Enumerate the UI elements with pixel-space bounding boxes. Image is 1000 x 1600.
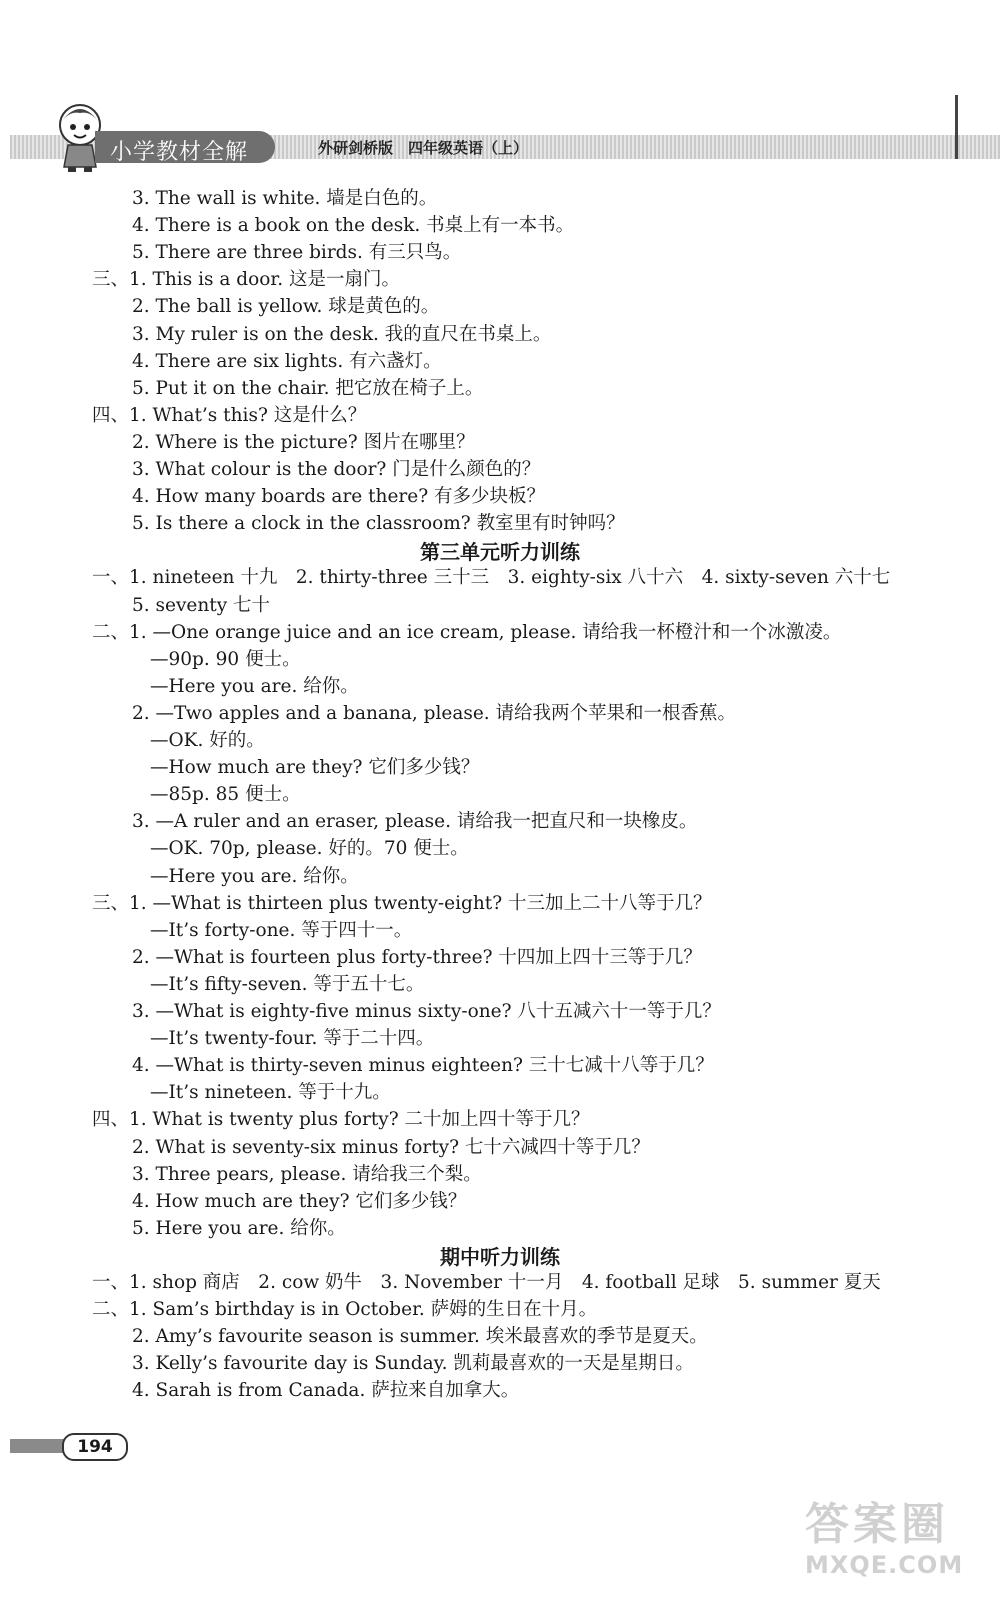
answer-line: 2. —Two apples and a banana, please. 请给我两个苹果和一根香蕉。 xyxy=(132,702,737,724)
answer-line: —It’s forty-one. 等于四十一。 xyxy=(150,919,413,941)
answer-line: —Here you are. 给你。 xyxy=(150,865,359,887)
series-title: 小学教材全解 xyxy=(110,140,249,165)
watermark-logo-text: 答案圈 xyxy=(805,1499,949,1550)
answer-line: 3. —What is eighty-five minus sixty-one? 八十五减六十一等于几？ xyxy=(132,1001,721,1022)
answer-line: 3. My ruler is on the desk. 我的直尺在书桌上。 xyxy=(132,323,552,345)
answer-line: 4. How much are they? 它们多少钱？ xyxy=(132,1190,467,1212)
answer-line: 4. How many boards are there? 有多少块板？ xyxy=(132,486,545,508)
answer-line: 3. —A ruler and an eraser, please. 请给我一把直尺和一块橡皮。 xyxy=(132,811,698,833)
answer-line: 4. There are six lights. 有六盏灯。 xyxy=(132,350,442,372)
answer-line: —Here you are. 给你。 xyxy=(150,675,359,697)
answer-line: 3. Kelly’s favourite day is Sunday. 凯莉最喜欢的一天是星期日。 xyxy=(132,1353,694,1375)
page-number-bar xyxy=(10,1439,70,1453)
answer-line: —It’s nineteen. 等于十九。 xyxy=(150,1082,391,1104)
answer-line: —90p. 90 便士。 xyxy=(150,648,301,670)
answer-line: 4. There is a book on the desk. 书桌上有一本书。 xyxy=(132,215,575,237)
answer-line: —It’s fifty-seven. 等于五十七。 xyxy=(150,973,425,995)
watermark xyxy=(805,1500,995,1595)
answer-line: 3. The wall is white. 墙是白色的。 xyxy=(132,188,438,209)
answer-line: 4. Sarah is from Canada. 萨拉来自加拿大。 xyxy=(132,1380,520,1402)
answer-line: 四、1. What’s this? 这是什么？ xyxy=(92,404,367,426)
answer-line: 2. Where is the picture? 图片在哪里？ xyxy=(132,431,475,453)
watermark-url: MXQE.COM xyxy=(805,1551,964,1579)
answer-line: —It’s twenty-four. 等于二十四。 xyxy=(150,1028,435,1050)
page-header xyxy=(0,95,1000,175)
answer-line: 2. What is seventy-six minus forty? 七十六减四十等于几？ xyxy=(132,1136,650,1158)
edition-label: 外研剑桥版 四年级英语（上） xyxy=(318,139,529,157)
answer-line: 一、1. nineteen 十九 2. thirty-three 三十三 3. eighty-six 八十六 4. sixty-seven 六十七 xyxy=(92,567,891,589)
page-number-badge xyxy=(10,1433,130,1457)
answer-line: 四、1. What is twenty plus forty? 二十加上四十等于几？ xyxy=(92,1109,590,1131)
answer-line: 4. —What is thirty-seven minus eighteen? 三十七减十八等于几？ xyxy=(132,1055,714,1077)
answer-line: 2. Amy’s favourite season is summer. 埃米最喜欢的季节是夏天。 xyxy=(132,1326,708,1348)
answer-line: 二、1. —One orange juice and an ice cream, please. 请给我一杯橙汁和一个冰激凌。 xyxy=(92,621,842,643)
answer-line: 3. Three pears, please. 请给我三个梨。 xyxy=(132,1163,482,1185)
answer-line: 5. seventy 七十 xyxy=(132,594,271,616)
header-end-bar xyxy=(955,95,958,159)
answer-line: 5. Is there a clock in the classroom? 教室里有时钟吗？ xyxy=(132,513,625,535)
answer-line: 5. Put it on the chair. 把它放在椅子上。 xyxy=(132,377,484,399)
answer-line: 二、1. Sam’s birthday is in October. 萨姆的生日在十月。 xyxy=(92,1299,598,1321)
section-heading: 第三单元听力训练 xyxy=(420,540,580,565)
answer-line: 一、1. shop 商店 2. cow 奶牛 3. November 十一月 4. football 足球 5. summer 夏天 xyxy=(92,1272,881,1293)
answer-line: 三、1. This is a door. 这是一扇门。 xyxy=(92,269,400,291)
answer-line: 3. What colour is the door? 门是什么颜色的？ xyxy=(132,459,541,480)
section-heading: 期中听力训练 xyxy=(440,1244,560,1269)
answer-line: 三、1. —What is thirteen plus twenty-eight? 十三加上二十八等于几？ xyxy=(92,892,712,914)
answer-line: 5. Here you are. 给你。 xyxy=(132,1217,346,1239)
answer-line: —OK. 好的。 xyxy=(150,730,265,751)
answer-line: 2. —What is fourteen plus forty-three? 十四加上四十三等于几？ xyxy=(132,946,702,968)
answer-line: —OK. 70p, please. 好的。70 便士。 xyxy=(150,838,469,860)
answer-line: —How much are they? 它们多少钱？ xyxy=(150,757,480,779)
answer-line: 5. There are three birds. 有三只鸟。 xyxy=(132,242,462,264)
answer-line: 2. The ball is yellow. 球是黄色的。 xyxy=(132,296,440,318)
answer-line: —85p. 85 便士。 xyxy=(150,784,301,806)
page-number: 194 xyxy=(62,1433,128,1461)
